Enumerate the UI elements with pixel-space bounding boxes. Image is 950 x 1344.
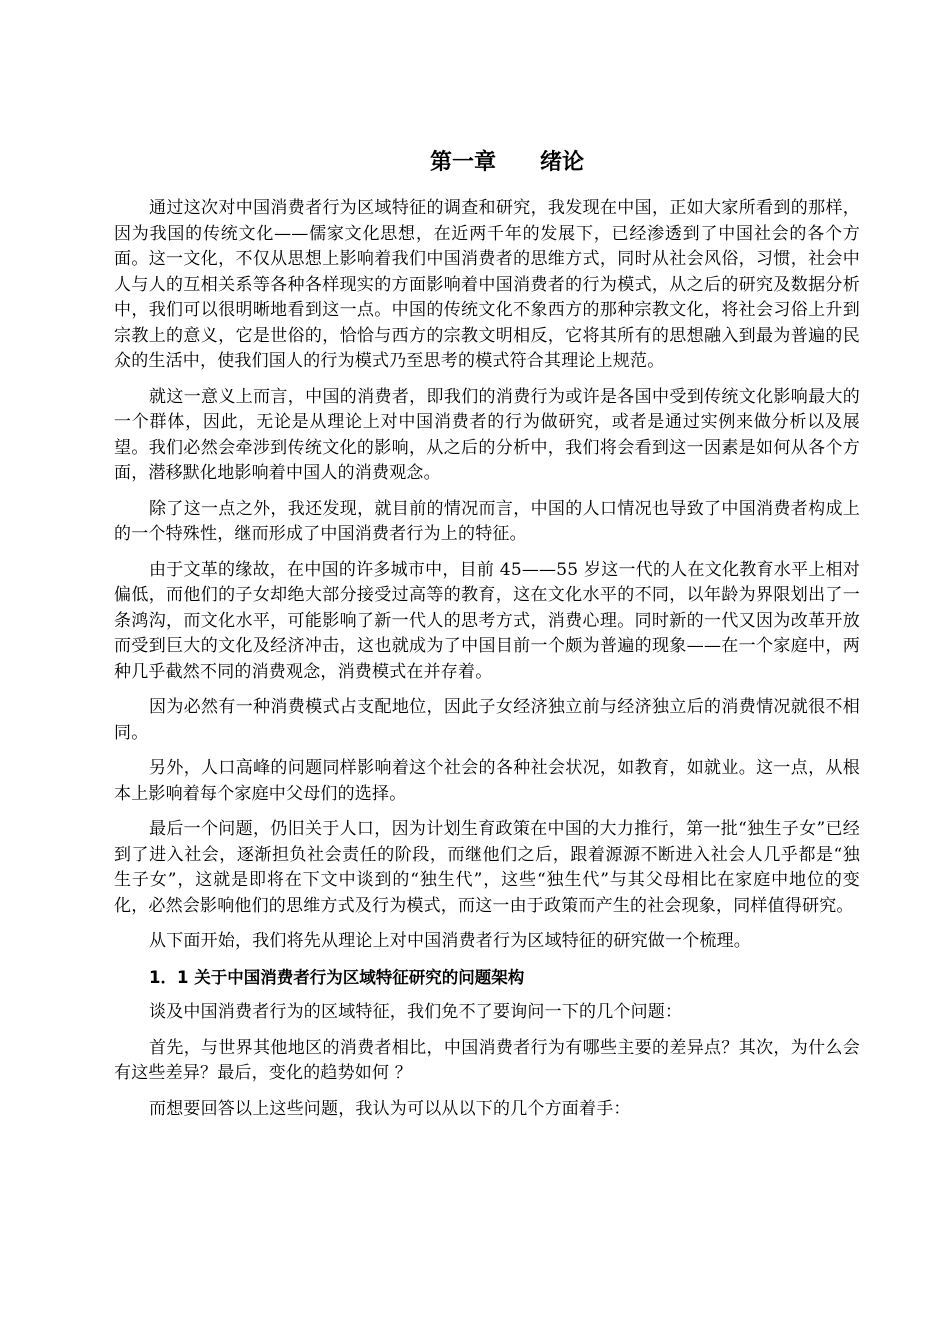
chapter-title: 第一章 绪论 [429,150,584,175]
paragraph: 最后一个问题，仍旧关于人口，因为计划生育政策在中国的大力推行，第一批“独生子女”已经到了进入社会，逐渐担负社会责任的阶段，而继他们之后，跟着源源不断进入社会人几乎都是“独生子女”，这就是即将在下文中谈到的“独生代”，这些“独生代”与其父母相比在家庭中地位的变化，必然会影响他们的思维方式及行为模式，而这一由于政策而产生的社会现象，同样值得研究。 [114,819,860,916]
paragraph: 另外，人口高峰的问题同样影响着这个社会的各种社会状况，如教育，如就业。这一点，从根本上影响着每个家庭中父母们的选择。 [114,758,860,804]
section-heading: 1．1 关于中国消费者行为区域特征研究的问题架构 [149,967,525,987]
paragraph: 因为必然有一种消费模式占支配地位，因此子女经济独立前与经济独立后的消费情况就很不相同。 [114,697,860,743]
paragraph: 谈及中国消费者行为的区域特征，我们免不了要询问一下的几个问题： [149,1002,683,1022]
paragraph: 除了这一点之外，我还发现，就目前的情况而言，中国的人口情况也导致了中国消费者构成上的一个特殊性，继而形成了中国消费者行为上的特征。 [114,498,860,544]
paragraph: 由于文革的缘故，在中国的许多城市中，目前 45——55 岁这一代的人在文化教育水平上相对偏低，而他们的子女却绝大部分接受过高等的教育，这在文化水平的不同，以年龄为界限划出了一条鸿沟，而文化水平，可能影响了新一代人的思考方式，消费心理。同时新的一代又因为改革开放而受到巨大的文化及经济冲击，这也就成为了中国目前一个颇为普遍的现象——在一个家庭中，两种几乎截然不同的消费观念，消费模式在并存着。 [114,559,860,682]
paragraph: 首先，与世界其他地区的消费者相比，中国消费者行为有哪些主要的差异点？其次，为什么会有这些差异？最后，变化的趋势如何 ？ [114,1037,860,1083]
paragraph: 通过这次对中国消费者行为区域特征的调查和研究，我发现在中国，正如大家所看到的那样，因为我国的传统文化——儒家文化思想，在近两千年的发展下，已经渗透到了中国社会的各个方面。这一文化，不仅从思想上影响着我们中国消费者的思维方式，同时从社会风俗，习惯，社会中人与人的互相关系等各种各样现实的方面影响着中国消费者的行为模式，从之后的研究及数据分析中，我们可以很明晰地看到这一点。中国的传统文化不象西方的那种宗教文化，将社会习俗上升到宗教上的意义，它是世俗的，恰恰与西方的宗教文明相反，它将其所有的思想融入到最为普遍的民众的生活中，使我们国人的行为模式乃至思考的模式符合其理论上规范。 [114,198,860,371]
paragraph: 而想要回答以上这些问题，我认为可以从以下的几个方面着手： [149,1098,631,1119]
paragraph: 就这一意义上而言，中国的消费者，即我们的消费行为或许是各国中受到传统文化影响最大的一个群体，因此，无论是从理论上对中国消费者的行为做研究，或者是通过实例来做分析以及展望。我们必然会牵涉到传统文化的影响，从之后的分析中，我们将会看到这一因素是如何从各个方面，潜移默化地影响着中国人的消费观念。 [114,386,860,483]
paragraph: 从下面开始，我们将先从理论上对中国消费者行为区域特征的研究做一个梳理。 [149,931,751,951]
document-page [114,148,860,1132]
